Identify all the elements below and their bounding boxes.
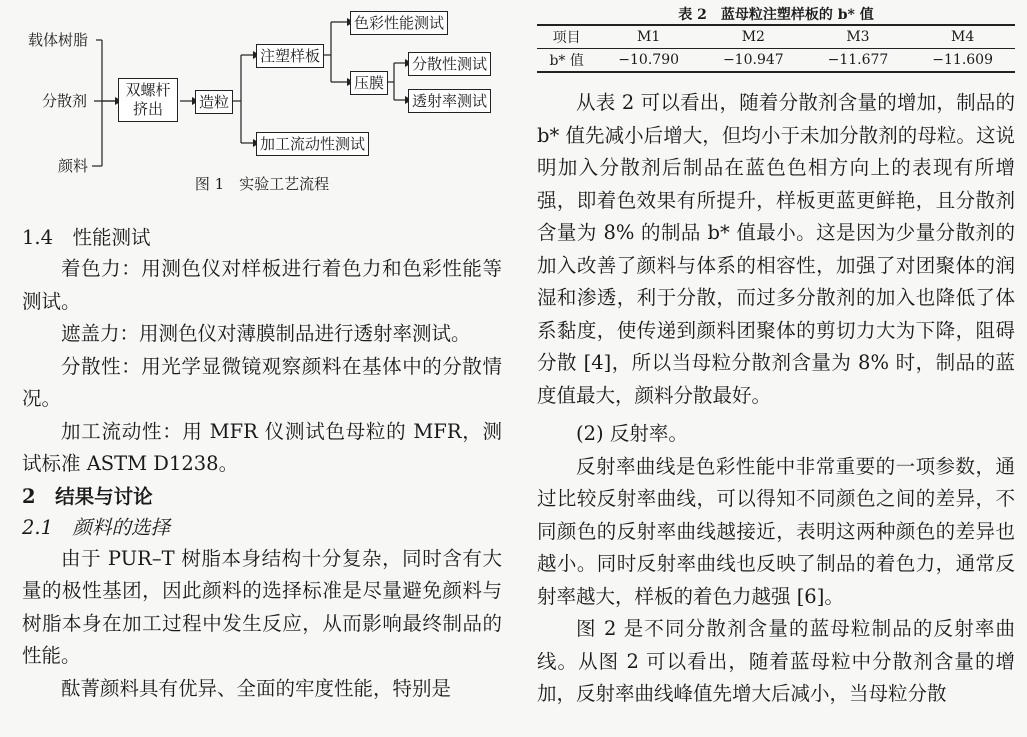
table-header-m2: M2 — [741, 29, 765, 45]
table-cell-m1: −10.790 — [618, 52, 680, 68]
table-header-item: 项目 — [552, 30, 581, 46]
table-header-m3: M3 — [846, 29, 870, 45]
paragraph-b-value-analysis: 从表 2 可以看出，随着分散剂含量的增加，制品的 b* 值先减小后增大，但均小于未加分散剂的母粒。这说明加入分散剂后制品在蓝色色相方向上的表现有所增强，即着色效果有所提升，样板更蓝更鲜艳，且分散剂含量为 8% 的制品 b* 值最小。这是因为少量分散剂的加入改善了颜料与体系的相容性，加强了对团聚体的润湿和渗透，利于分散，而过多分散剂的加入也降低了体系黏度，使传递到颜料团聚体的剪切力大为下降，阻碍分散 [4]，所以当母粒分散剂含量为 8% 时，制品的蓝度值最大，颜料分散最好。 — [537, 91, 1015, 407]
paragraph-phthalocyanine: 酞菁颜料具有优异、全面的牢度性能，特别是 — [61, 676, 452, 700]
paragraph-reflectance-heading: (2) 反射率。 — [576, 422, 688, 445]
node-injection-sample: 注塑样板 — [256, 44, 324, 68]
node-flow-test: 加工流动性测试 — [256, 132, 369, 156]
paragraph-hiding-power: 遮盖力：用测色仪对薄膜制品进行透射率测试。 — [61, 322, 471, 345]
b-value-table — [537, 24, 1015, 73]
node-color-test: 色彩性能测试 — [350, 11, 448, 35]
table-cell-m3: −11.677 — [827, 52, 889, 68]
figure-caption: 图 1 实验工艺流程 — [194, 175, 330, 193]
paragraph-flowability: 加工流动性：用 MFR 仪测试色母粒的 MFR，测试标准 ASTM D1238。 — [22, 419, 502, 475]
node-dispersant: 分散剂 — [42, 92, 88, 110]
section-2-1-heading: 2.1 颜料的选择 — [22, 515, 171, 539]
node-pelletize: 造粒 — [195, 90, 233, 114]
process-flowchart — [22, 0, 502, 195]
paragraph-figure-2-analysis: 图 2 是不同分散剂含量的蓝母粒制品的反射率曲线。从图 2 可以看出，随着蓝母粒中分散剂含量的增加，反射率曲线峰值先增大后减小，当母粒分散 — [537, 617, 1015, 705]
node-dispersion-test: 分散性测试 — [408, 52, 491, 76]
table-row — [537, 49, 1015, 73]
table-caption: 表 2 蓝母粒注塑样板的 b* 值 — [678, 7, 874, 23]
table-header-row — [537, 25, 1015, 49]
right-column — [537, 0, 1015, 711]
paragraph-tint-strength: 着色力：用测色仪对样板进行着色力和色彩性能等测试。 — [22, 257, 502, 313]
table-cell-m4: −11.609 — [932, 52, 993, 68]
node-pigment: 颜料 — [58, 157, 89, 175]
table-row-label: b* 值 — [549, 53, 584, 69]
section-2-heading: 2 结果与讨论 — [22, 484, 153, 508]
section-1-4-heading: 1.4 性能测试 — [22, 226, 151, 249]
node-twin-screw-extrusion: 双螺杆挤出 — [118, 78, 178, 122]
left-column — [22, 0, 502, 705]
table-cell-m2: −10.947 — [722, 52, 784, 68]
node-transmittance-test: 透射率测试 — [408, 89, 491, 113]
paragraph-reflectance-curve: 反射率曲线是色彩性能中非常重要的一项参数，通过比较反射率曲线，可以得知不同颜色之间的差异，不同颜色的反射率曲线越接近，表明这两种颜色的差异也越小。同时反射率曲线也反映了制品的着色力，通常反射率越大，样板的着色力越强 [6]。 — [537, 454, 1015, 608]
table-header-m1: M1 — [637, 29, 661, 45]
node-film-press: 压膜 — [350, 71, 388, 95]
paragraph-pigment-selection: 由于 PUR–T 树脂本身结构十分复杂，同时含有大量的极性基团，因此颜料的选择标准是尽量避免颜料与树脂本身在加工过程中发生反应，从而影响最终制品的性能。 — [22, 546, 502, 667]
table-header-m4: M4 — [951, 29, 975, 45]
node-carrier-resin: 载体树脂 — [28, 31, 89, 49]
paragraph-dispersion: 分散性：用光学显微镜观察颜料在基体中的分散情况。 — [22, 354, 502, 410]
